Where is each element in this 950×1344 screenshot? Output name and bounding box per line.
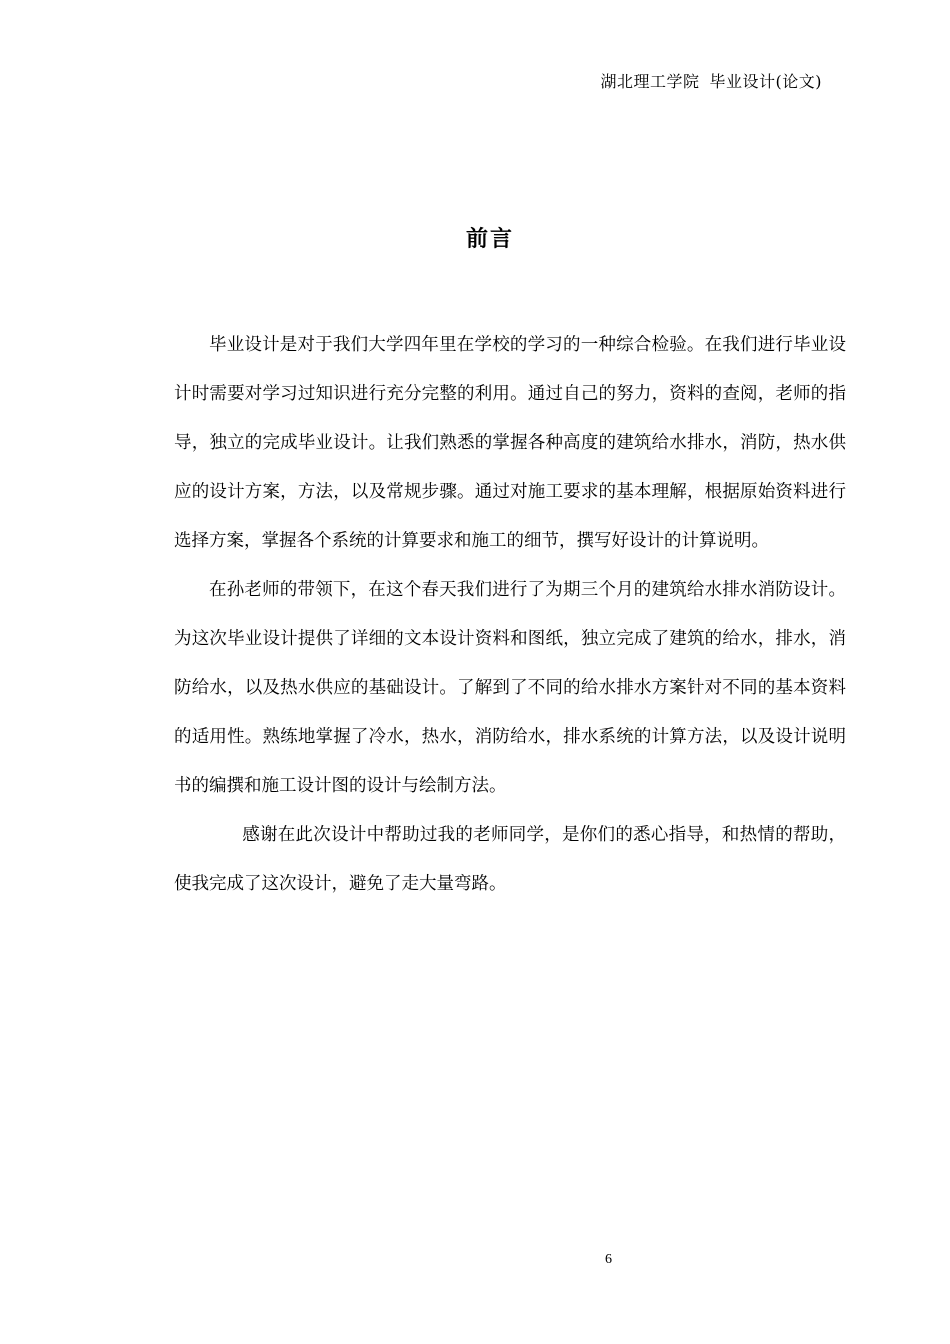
page-header [600, 69, 822, 92]
paragraph-3: 感谢在此次设计中帮助过我的老师同学，是你们的悉心指导，和热情的帮助，使我完成了这次设计，避免了走大量弯路。 [174, 825, 846, 894]
body-text [174, 321, 846, 909]
header-school: 湖北理工学院 [600, 72, 700, 91]
paragraph-1: 毕业设计是对于我们大学四年里在学校的学习的一种综合检验。在我们进行毕业设计时需要对学习过知识进行充分完整的利用。通过自己的努力，资料的查阅，老师的指导，独立的完成毕业设计。让我们熟悉的掌握各种高度的建筑给水排水，消防，热水供应的设计方案，方法，以及常规步骤。通过对施工要求的基本理解，根据原始资料进行选择方案，掌握各个系统的计算要求和施工的细节，撰写好设计的计算说明。 [174, 335, 846, 551]
header-doc-type: 毕业设计(论文) [709, 72, 822, 91]
page-number: 6 [605, 1252, 612, 1267]
paragraph-2: 在孙老师的带领下，在这个春天我们进行了为期三个月的建筑给水排水消防设计。为这次毕业设计提供了详细的文本设计资料和图纸，独立完成了建筑的给水，排水，消防给水，以及热水供应的基础设计。了解到了不同的给水排水方案针对不同的基本资料的适用性。熟练地掌握了冷水，热水，消防给水，排水系统的计算方法，以及设计说明书的编撰和施工设计图的设计与绘制方法。 [174, 580, 846, 796]
page-title: 前言 [465, 227, 514, 252]
